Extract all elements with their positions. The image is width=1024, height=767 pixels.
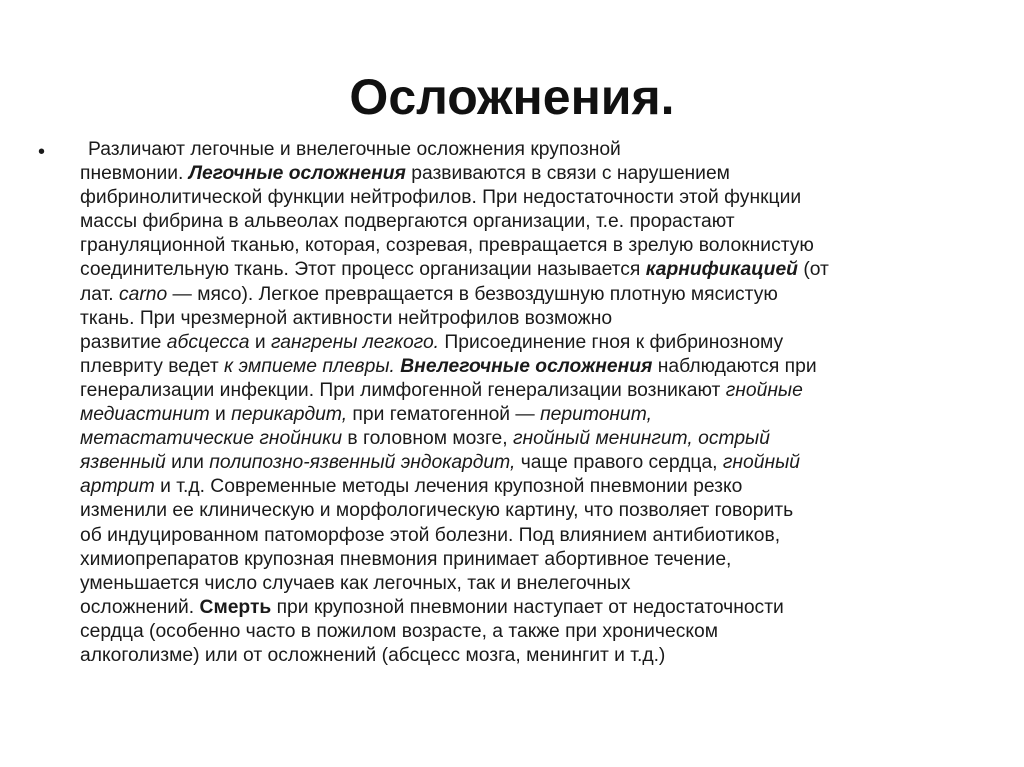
text-run: ткань. При чрезмерной активности нейтрофилов возможно: [80, 307, 613, 329]
text-run: развитие: [80, 331, 167, 353]
text-run: при крупозной пневмонии наступает от недостаточности: [271, 596, 784, 618]
text-run: пневмонии.: [80, 163, 189, 185]
emphasized-text: язвенный: [80, 452, 166, 474]
text-run: (от: [797, 259, 829, 281]
emphasized-text: метастатические гнойники: [80, 428, 343, 450]
text-run: чаще правого сердца,: [515, 452, 723, 474]
text-run: и: [209, 404, 232, 426]
text-line: [80, 379, 985, 403]
text-line: [80, 572, 985, 596]
emphasized-text: Легочные осложнения: [188, 163, 406, 185]
text-line: [80, 186, 985, 210]
text-line: [80, 548, 985, 572]
text-line: [80, 283, 985, 307]
text-run: Присоединение гноя к фибринозному: [439, 331, 784, 353]
text-line: [80, 331, 985, 355]
emphasized-text: перитонит,: [540, 404, 652, 426]
emphasized-text: carno: [118, 283, 168, 305]
text-run: сердца (особенно часто в пожилом возрасте, а также при хроническом: [80, 620, 718, 642]
text-line: [80, 499, 985, 523]
text-run: изменили ее клиническую и морфологическую картину, что позволяет говорить: [80, 500, 794, 522]
emphasized-text: артрит: [80, 476, 155, 498]
slide-title: Осложнения.: [349, 69, 675, 125]
bullet-paragraph: [80, 138, 985, 668]
text-run: алкоголизме) или от осложнений (абсцесс мозга, менингит и т.д.): [80, 644, 666, 666]
emphasized-text: гнойный: [722, 452, 800, 474]
text-run: или: [165, 452, 210, 474]
text-line: [80, 427, 985, 451]
emphasized-text: гнойные: [725, 379, 803, 401]
text-run: грануляционной тканью, которая, созревая, превращается в зрелую волокнистую: [80, 235, 814, 257]
emphasized-text: к эмпиеме плевры.: [224, 355, 395, 377]
text-run: об индуцированном патоморфозе этой болезни. Под влиянием антибиотиков,: [80, 524, 781, 546]
emphasized-text: перикардит,: [231, 404, 348, 426]
emphasized-text: карнификацией: [645, 259, 798, 281]
text-run: и: [249, 331, 271, 353]
text-run: Различают легочные и внелегочные осложнения крупозной: [88, 139, 621, 160]
text-line: [80, 620, 985, 644]
text-line: [80, 307, 985, 331]
emphasized-text: полипозно-язвенный эндокардит,: [209, 452, 516, 474]
text-run: осложнений.: [80, 596, 200, 618]
text-run: химиопрепаратов крупозная пневмония принимает абортивное течение,: [80, 548, 732, 570]
text-line: [80, 162, 985, 186]
text-line: [80, 138, 985, 162]
text-run: — мясо). Легкое превращается в безвоздушную плотную мясистую: [167, 283, 778, 305]
emphasized-text: гангрены легкого.: [271, 331, 440, 353]
text-run: в головном мозге,: [342, 428, 513, 450]
text-run: фибринолитической функции нейтрофилов. При недостаточности этой функции: [80, 187, 802, 209]
text-line: [80, 234, 985, 258]
text-line: [80, 451, 985, 475]
emphasized-text: гнойный менингит, острый: [513, 428, 770, 450]
text-run: генерализации инфекции. При лимфогенной генерализации возникают: [80, 379, 726, 401]
text-line: [80, 644, 985, 668]
text-run: наблюдаются при: [652, 355, 817, 377]
text-line: [80, 475, 985, 499]
text-run: плевриту ведет: [80, 355, 225, 377]
text-run: при гематогенной —: [347, 404, 541, 426]
text-run: развиваются в связи с нарушением: [405, 163, 730, 185]
text-run: уменьшается число случаев как легочных, так и внелегочных: [80, 572, 631, 594]
emphasized-text: медиастинит: [80, 404, 210, 426]
emphasized-text: Смерть: [199, 596, 272, 618]
text-run: массы фибрина в альвеолах подвергаются организации, т.е. прорастают: [80, 211, 735, 233]
bullet-marker: •: [38, 141, 46, 163]
text-run: соединительную ткань. Этот процесс организации называется: [80, 259, 646, 281]
text-line: [80, 355, 985, 379]
text-line: [80, 596, 985, 620]
text-line: [80, 403, 985, 427]
text-line: [80, 210, 985, 234]
text-line: [80, 524, 985, 548]
emphasized-text: абсцесса: [166, 331, 250, 353]
text-run: и т.д. Современные методы лечения крупозной пневмонии резко: [154, 476, 743, 498]
text-run: лат.: [80, 283, 119, 305]
text-line: [80, 258, 985, 282]
emphasized-text: Внелегочные осложнения: [400, 355, 653, 377]
